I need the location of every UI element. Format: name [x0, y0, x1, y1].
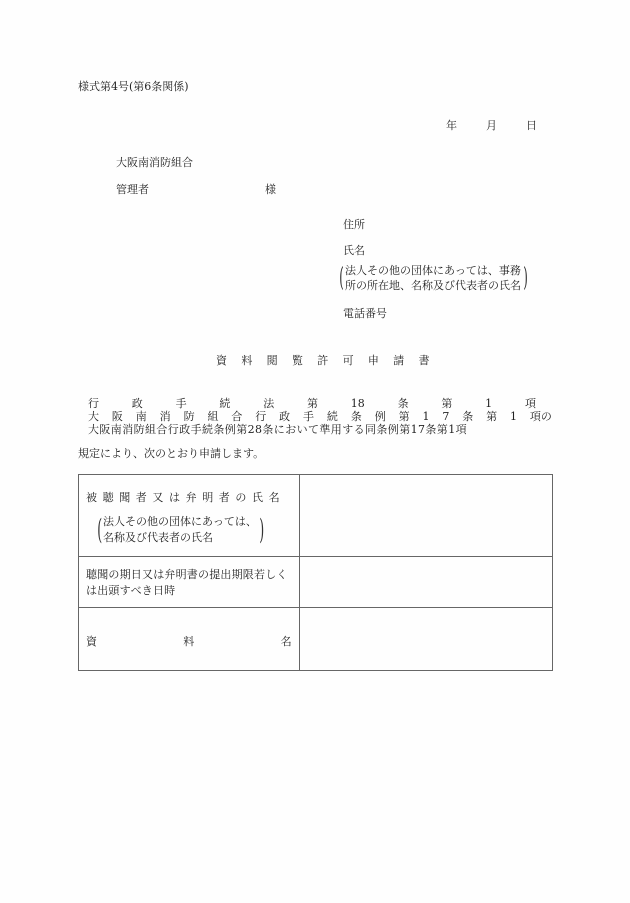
legal-basis-line2: 大 阪 南 消 防 組 合 行 政 手 続 条 例 第 1 7 条 第 1 項の [88, 410, 552, 423]
right-paren: ) [259, 513, 265, 546]
right-paren: ) [523, 263, 528, 293]
hearing-date-label-cell [79, 557, 300, 608]
respondent-value-field[interactable] [299, 475, 552, 557]
document-title: 資料閲覧許可申請書 [216, 354, 444, 367]
applicant-note-line2: 所の所在地、名称及び代表者の氏名 [345, 279, 521, 292]
request-text: 規定により、次のとおり申請します。 [78, 447, 265, 460]
application-table [78, 474, 553, 671]
respondent-note-line1: 法人その他の団体にあっては、 [103, 515, 257, 528]
respondent-label-cell [79, 475, 300, 557]
applicant-name-label: 氏名 [343, 244, 365, 257]
left-paren: ( [339, 263, 344, 293]
month-label: 月 [486, 119, 497, 132]
applicant-phone-label: 電話番号 [343, 307, 387, 320]
respondent-note-line2: 名称及び代表者の氏名 [103, 531, 213, 544]
hearing-date-label: 聴聞の期日又は弁明書の提出期限若しくは出頭すべき日時 [86, 568, 288, 597]
day-label: 日 [526, 119, 537, 132]
applicant-note-line1: 法人その他の団体にあっては、事務 [345, 264, 521, 277]
legal-basis-line3: 大阪南消防組合行政手続条例第28条において準用する同条例第17条第1項 [88, 423, 467, 436]
material-name-label-cell [79, 608, 300, 671]
table-row-material-name [79, 608, 553, 671]
material-name-value-field[interactable] [299, 608, 552, 671]
table-row-hearing-date [79, 557, 553, 608]
respondent-label: 被聴聞者又は弁明者の氏名 [86, 491, 286, 504]
left-paren: ( [97, 513, 103, 546]
date-line [446, 119, 537, 133]
applicant-note [337, 263, 529, 293]
respondent-note [95, 514, 299, 546]
addressee-honorific: 様 [265, 183, 276, 196]
form-number: 様式第4号(第6条関係) [78, 80, 189, 93]
year-label: 年 [446, 119, 457, 132]
addressee-organization: 大阪南消防組合 [116, 156, 193, 169]
material-name-label: 資 料 名 [86, 635, 292, 648]
table-row-respondent [79, 475, 553, 557]
hearing-date-value-field[interactable] [299, 557, 552, 608]
legal-basis-line1: 行 政 手 続 法 第 18 条 第 1 項 [88, 397, 536, 410]
addressee-title: 管理者 [116, 183, 149, 196]
applicant-address-label: 住所 [343, 218, 365, 231]
